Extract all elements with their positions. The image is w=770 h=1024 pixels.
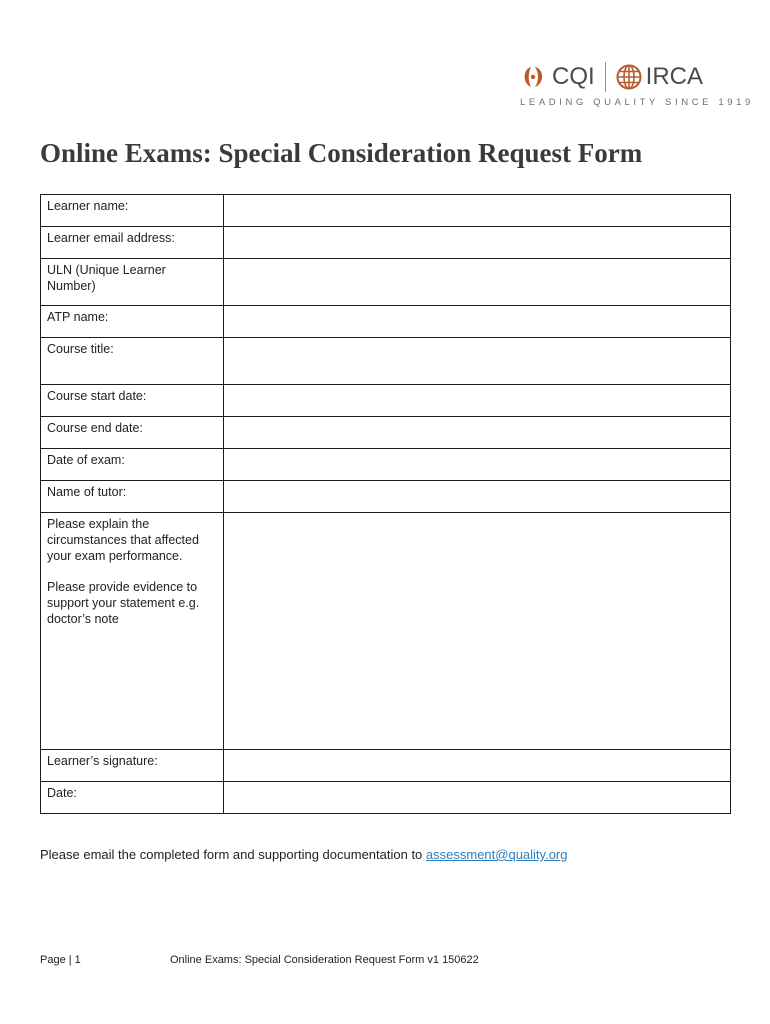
field-label: Course start date: bbox=[41, 385, 224, 417]
circumstances-label: Please explain the circumstances that affected your exam performance. bbox=[47, 517, 199, 563]
form-row-name-of-tutor bbox=[41, 481, 731, 513]
evidence-label: Please provide evidence to support your statement e.g. doctor’s note bbox=[47, 580, 200, 626]
cqi-irca-logo bbox=[520, 60, 754, 110]
field-label: Course title: bbox=[41, 338, 224, 385]
course-end-date-field[interactable] bbox=[224, 417, 731, 449]
form-row-circumstances bbox=[41, 513, 731, 750]
circumstances-field[interactable] bbox=[224, 513, 731, 750]
field-label: Date: bbox=[41, 782, 224, 814]
field-label: Course end date: bbox=[41, 417, 224, 449]
field-label: Name of tutor: bbox=[41, 481, 224, 513]
circumstances-label-cell bbox=[41, 513, 224, 750]
field-label: Learner’s signature: bbox=[41, 750, 224, 782]
course-title-field[interactable] bbox=[224, 338, 731, 385]
form-row-atp-name bbox=[41, 306, 731, 338]
footer-document-title: Online Exams: Special Consideration Request Form v1 150622 bbox=[170, 954, 479, 966]
request-form-table bbox=[40, 194, 731, 814]
page-title: Online Exams: Special Consideration Request Form bbox=[40, 138, 643, 168]
field-label: ULN (Unique Learner Number) bbox=[41, 259, 224, 306]
date-of-exam-field[interactable] bbox=[224, 449, 731, 481]
learner-email-field[interactable] bbox=[224, 227, 731, 259]
field-label: Learner email address: bbox=[41, 227, 224, 259]
cqi-mark-icon bbox=[520, 64, 548, 90]
date-field[interactable] bbox=[224, 782, 731, 814]
assessment-email-link[interactable]: assessment@quality.org bbox=[425, 847, 568, 862]
form-row-date bbox=[41, 782, 731, 814]
atp-name-field[interactable] bbox=[224, 306, 731, 338]
logo-irca-text: IRCA bbox=[645, 63, 704, 90]
footer-page-number: Page | 1 bbox=[40, 954, 81, 966]
form-row-learner-email bbox=[41, 227, 731, 259]
field-label: Date of exam: bbox=[41, 449, 224, 481]
logo-tagline: LEADING QUALITY SINCE 1919 bbox=[520, 97, 754, 108]
logo-divider bbox=[605, 62, 606, 92]
form-row-course-end-date bbox=[41, 417, 731, 449]
form-row-date-of-exam bbox=[41, 449, 731, 481]
field-label: Learner name: bbox=[41, 195, 224, 227]
learner-signature-field[interactable] bbox=[224, 750, 731, 782]
email-instruction bbox=[40, 847, 567, 862]
field-label: ATP name: bbox=[41, 306, 224, 338]
uln-field[interactable] bbox=[224, 259, 731, 306]
form-row-learner-name bbox=[41, 195, 731, 227]
logo-cqi-text: CQI bbox=[552, 63, 595, 90]
name-of-tutor-field[interactable] bbox=[224, 481, 731, 513]
form-row-course-start-date bbox=[41, 385, 731, 417]
irca-globe-icon bbox=[616, 64, 642, 90]
form-row-course-title bbox=[41, 338, 731, 385]
course-start-date-field[interactable] bbox=[224, 385, 731, 417]
logo-row bbox=[520, 60, 730, 94]
form-row-uln bbox=[41, 259, 731, 306]
form-row-learner-signature bbox=[41, 750, 731, 782]
learner-name-field[interactable] bbox=[224, 195, 731, 227]
email-instruction-text: Please email the completed form and supporting documentation to bbox=[40, 847, 426, 862]
